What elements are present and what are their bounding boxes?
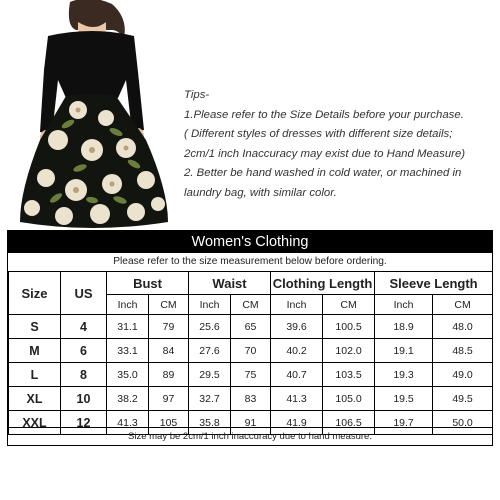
header-bust: Bust — [107, 272, 189, 295]
measurement-cell: 31.1 — [107, 315, 149, 339]
measurement-cell: 41.3 — [271, 387, 323, 411]
tips-line: laundry bag, with similar color. — [184, 186, 337, 199]
dress-image — [8, 0, 173, 232]
tips-line: 2. Better be hand washed in cold water, or machined in — [184, 167, 462, 180]
measurement-cell: 19.5 — [375, 387, 433, 411]
us-size-cell: 6 — [61, 339, 107, 363]
measurement-cell: 91 — [231, 411, 271, 435]
header-sleeve-length: Sleeve Length — [375, 272, 493, 295]
tips-text — [184, 86, 496, 204]
size-cell: S — [9, 315, 61, 339]
measurement-cell: 39.6 — [271, 315, 323, 339]
measurement-cell: 25.6 — [189, 315, 231, 339]
unit-cm: CM — [231, 295, 271, 315]
unit-inch: Inch — [107, 295, 149, 315]
size-grid — [8, 271, 493, 435]
measurement-cell: 48.0 — [433, 315, 493, 339]
measurement-cell: 19.1 — [375, 339, 433, 363]
header-size: Size — [9, 272, 61, 315]
size-chart-table — [7, 230, 493, 446]
measurement-cell: 38.2 — [107, 387, 149, 411]
unit-cm: CM — [323, 295, 375, 315]
unit-inch: Inch — [375, 295, 433, 315]
us-size-cell: 12 — [61, 411, 107, 435]
measurement-cell: 83 — [231, 387, 271, 411]
size-cell: L — [9, 363, 61, 387]
unit-cm: CM — [149, 295, 189, 315]
table-subtitle: Please refer to the size measurement below before ordering. — [113, 256, 387, 267]
tips-line: 1.Please refer to the Size Details before your purchase. — [184, 108, 464, 121]
measurement-cell: 97 — [149, 387, 189, 411]
us-size-cell: 10 — [61, 387, 107, 411]
unit-inch: Inch — [271, 295, 323, 315]
measurement-cell: 19.3 — [375, 363, 433, 387]
header-clothing-length: Clothing Length — [271, 272, 375, 295]
table-row — [9, 339, 493, 363]
measurement-cell: 35.8 — [189, 411, 231, 435]
tips-line: ( Different styles of dresses with different size details; — [184, 128, 453, 141]
measurement-cell: 32.7 — [189, 387, 231, 411]
measurement-cell: 105 — [149, 411, 189, 435]
measurement-cell: 84 — [149, 339, 189, 363]
measurement-cell: 29.5 — [189, 363, 231, 387]
measurement-cell: 27.6 — [189, 339, 231, 363]
measurement-cell: 41.9 — [271, 411, 323, 435]
us-size-cell: 8 — [61, 363, 107, 387]
measurement-cell: 18.9 — [375, 315, 433, 339]
size-cell: M — [9, 339, 61, 363]
us-size-cell: 4 — [61, 315, 107, 339]
measurement-cell: 33.1 — [107, 339, 149, 363]
header-waist: Waist — [189, 272, 271, 295]
header-us: US — [61, 272, 107, 315]
measurement-cell: 70 — [231, 339, 271, 363]
table-row — [9, 387, 493, 411]
measurement-cell: 41.3 — [107, 411, 149, 435]
measurement-cell: 50.0 — [433, 411, 493, 435]
measurement-cell: 105.0 — [323, 387, 375, 411]
measurement-cell: 49.5 — [433, 387, 493, 411]
measurement-cell: 48.5 — [433, 339, 493, 363]
measurement-cell: 89 — [149, 363, 189, 387]
measurement-cell: 40.7 — [271, 363, 323, 387]
table-row — [9, 363, 493, 387]
measurement-cell: 106.5 — [323, 411, 375, 435]
unit-cm: CM — [433, 295, 493, 315]
measurement-cell: 75 — [231, 363, 271, 387]
measurement-cell: 102.0 — [323, 339, 375, 363]
table-footer-note: Size may be 2cm/1 inch inaccuracy due to hand measure. — [8, 427, 492, 445]
size-cell: XXL — [9, 411, 61, 435]
measurement-cell: 19.7 — [375, 411, 433, 435]
tips-line: 2cm/1 inch Inaccuracy may exist due to Hand Measure) — [184, 147, 466, 160]
tips-line: Tips- — [184, 89, 210, 101]
measurement-cell: 65 — [231, 315, 271, 339]
measurement-cell: 40.2 — [271, 339, 323, 363]
size-cell: XL — [9, 387, 61, 411]
measurement-cell: 100.5 — [323, 315, 375, 339]
measurement-cell: 35.0 — [107, 363, 149, 387]
measurement-cell: 103.5 — [323, 363, 375, 387]
table-title: Women's Clothing — [8, 231, 492, 253]
measurement-cell: 49.0 — [433, 363, 493, 387]
table-row — [9, 315, 493, 339]
unit-inch: Inch — [189, 295, 231, 315]
measurement-cell: 79 — [149, 315, 189, 339]
